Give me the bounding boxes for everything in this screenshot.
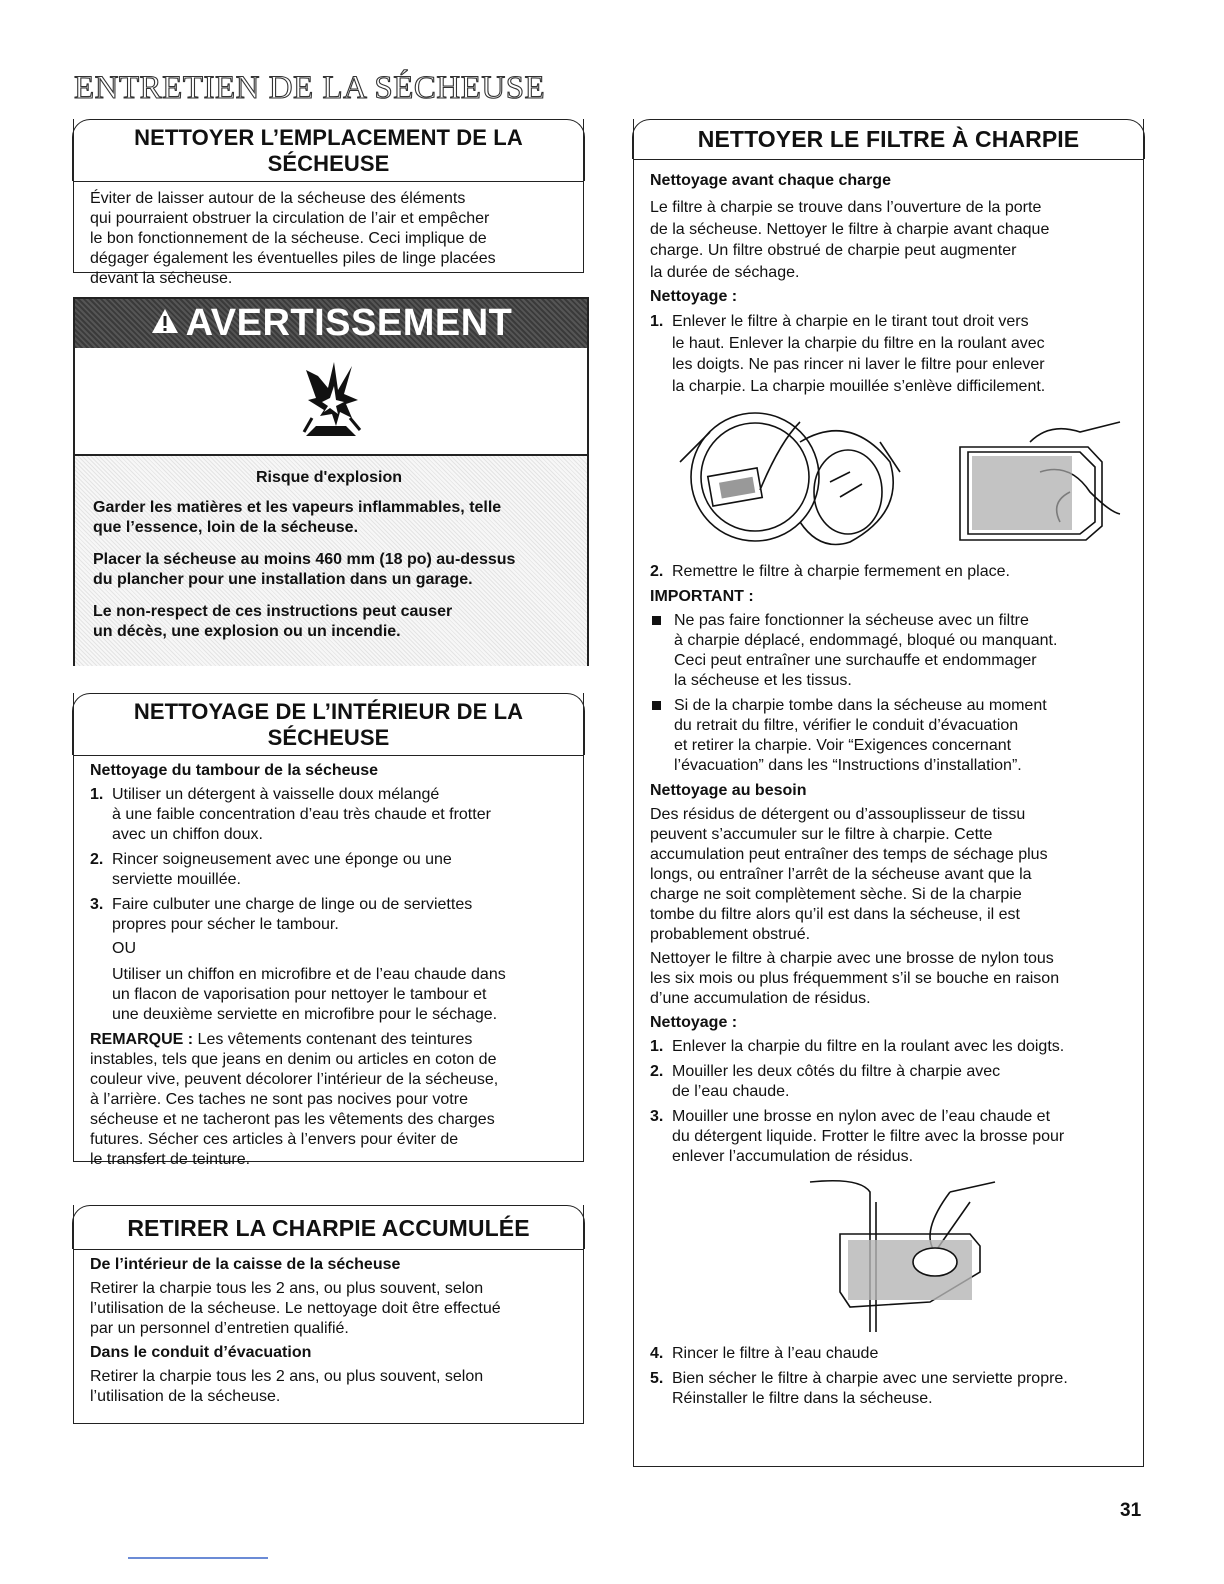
step-number: 3. [650, 1108, 664, 1125]
text-line: Réinstaller le filtre dans la sécheuse. [672, 1390, 933, 1407]
paragraph [650, 805, 1127, 945]
filter-removal-illustration [650, 402, 1127, 560]
text-line: le transfert de teinture. [90, 1151, 251, 1168]
text-line: Mouiller une brosse en nylon avec de l’eau chaude et [672, 1108, 1051, 1125]
text-line: accumulation peut entraîner des temps de séchage plus [650, 846, 1048, 863]
section-body [74, 181, 583, 299]
list-item [650, 611, 1127, 691]
text-line: peuvent s’accumuler sur le filtre à charpie. Cette [650, 826, 993, 843]
text-line: futures. Sécher ces articles à l’envers pour éviter de [90, 1131, 459, 1148]
section-heading: NETTOYAGE DE L’INTÉRIEUR DE LA SÉCHEUSE [72, 693, 584, 755]
text-line: à une faible concentration d’eau très chaude et frotter [112, 806, 491, 823]
text-line: l’utilisation de la sécheuse. Le nettoyage doit être effectué [90, 1300, 501, 1317]
list-item [90, 850, 569, 890]
filter-brush-drawing [650, 1172, 1130, 1342]
bullet-list [650, 611, 1127, 776]
page-title: ENTRETIEN DE LA SÉCHEUSE [74, 70, 546, 106]
step-number: 1. [90, 786, 104, 803]
text-line: longs, ou entraîner l’arrêt de la sécheuse avant que la [650, 866, 1032, 883]
text-line: le bon fonctionnement de la sécheuse. Ceci implique de [90, 230, 487, 247]
warning-header [75, 299, 587, 348]
step-number: 2. [90, 851, 104, 868]
list-item [650, 311, 1127, 397]
text-line: Utiliser un chiffon en microfibre et de l’eau chaude dans [112, 966, 506, 983]
warning-triangle-icon [150, 302, 180, 345]
text-line: Ne pas faire fonctionner la sécheuse avec un filtre [674, 612, 1029, 629]
text-line: Remettre le filtre à charpie fermement en place. [672, 563, 1010, 580]
text-line: à l’arrière. Ces taches ne sont pas nocives pour votre [90, 1091, 468, 1108]
step-number: 2. [650, 1063, 664, 1080]
list-item [650, 1062, 1127, 1102]
text-line: d’une accumulation de résidus. [650, 990, 871, 1007]
text-line: que l’essence, loin de la sécheuse. [93, 519, 359, 536]
text-line: par un personnel d’entretien qualifié. [90, 1320, 349, 1337]
bullet-square-icon [652, 616, 661, 625]
text-line: et retirer la charpie. Voir “Exigences concernant [674, 737, 1012, 754]
text-line: Bien sécher le filtre à charpie avec une serviette propre. [672, 1370, 1068, 1387]
text-line: Le non-respect de ces instructions peut causer [93, 603, 453, 620]
text-line: Les vêtements contenant des teintures [193, 1031, 473, 1048]
subheading: Nettoyage : [650, 288, 738, 305]
text-line: un décès, une explosion ou un incendie. [93, 623, 401, 640]
text-line: Éviter de laisser autour de la sécheuse des éléments [90, 190, 466, 207]
subheading: Nettoyage avant chaque charge [650, 172, 891, 189]
steps-list [650, 1344, 1127, 1409]
footer-divider [128, 1557, 268, 1559]
list-item [650, 1344, 1127, 1364]
text-line: la charpie. La charpie mouillée s’enlève difficilement. [672, 377, 1046, 395]
ou-label: OU [112, 940, 136, 957]
text-line: Le filtre à charpie se trouve dans l’ouverture de la porte [650, 199, 1042, 216]
subheading: IMPORTANT : [650, 588, 754, 605]
list-item [650, 1369, 1127, 1409]
warning-paragraph [93, 498, 565, 538]
subheading: Nettoyage du tambour de la sécheuse [90, 762, 379, 779]
paragraph [650, 197, 1127, 283]
steps-list [650, 311, 1127, 397]
subheading: De l’intérieur de la caisse de la sécheuse [90, 1256, 401, 1273]
text-line: l’utilisation de la sécheuse. [90, 1388, 281, 1405]
risk-label: Risque d'explosion [255, 469, 403, 486]
text-line: charge. Un filtre obstrué de charpie peut augmenter [650, 242, 1017, 259]
text-line: Mouiller les deux côtés du filtre à charpie avec [672, 1063, 1001, 1080]
text-line: Enlever le filtre à charpie en le tirant tout droit vers [672, 313, 1029, 330]
text-line: Ceci peut entraîner une surchauffe et endommager [674, 652, 1037, 669]
text-line: le haut. Enlever la charpie du filtre en la roulant avec [672, 334, 1045, 352]
step-number: 1. [650, 1038, 664, 1055]
section-filtre [633, 119, 1144, 1467]
step-number: 2. [650, 563, 664, 580]
text-line: Retirer la charpie tous les 2 ans, ou plus souvent, selon [90, 1280, 484, 1297]
text-line: couleur vive, peuvent décolorer l’intérieur de la sécheuse, [90, 1071, 499, 1088]
list-item [90, 895, 569, 1025]
page-number: 31 [1120, 1500, 1142, 1521]
text-line: charge ne soit complètement sèche. Si de la charpie [650, 886, 1022, 903]
step-number: 4. [650, 1345, 664, 1362]
explosion-icon [286, 356, 376, 446]
text-line: instables, tels que jeans en denim ou articles en coton de [90, 1051, 497, 1068]
steps-list [650, 562, 1127, 582]
text-line: du détergent liquide. Frotter le filtre avec la brosse pour [672, 1128, 1065, 1145]
text-line: avec un chiffon doux. [112, 826, 263, 843]
step-number: 1. [650, 313, 664, 330]
text-line: Enlever la charpie du filtre en la roulant avec les doigts. [672, 1038, 1065, 1055]
section-body [634, 159, 1143, 1409]
section-interieur [73, 693, 584, 1168]
warning-paragraph [93, 550, 565, 590]
text-line: du retrait du filtre, vérifier le conduit d’évacuation [674, 717, 1019, 734]
paragraph [90, 1279, 569, 1339]
text-line: Rincer soigneusement avec une éponge ou une [112, 851, 452, 868]
list-item [650, 696, 1127, 776]
text-line: une deuxième serviette en microfibre pour le séchage. [112, 1006, 498, 1023]
text-line: les doigts. Ne pas rincer ni laver le filtre pour enlever [672, 356, 1045, 373]
explosion-icon-area [75, 348, 587, 456]
text-line: la durée de séchage. [650, 263, 800, 281]
text-line: sécheuse et ne tacheront pas les vêtements des charges [90, 1111, 495, 1128]
text-line: les six mois ou plus fréquemment s’il se bouche en raison [650, 970, 1060, 987]
remarque-label: REMARQUE : [90, 1031, 194, 1048]
list-item [90, 785, 569, 845]
text-line: Garder les matières et les vapeurs inflammables, telle [93, 499, 502, 516]
text-line: Faire culbuter une charge de linge ou de serviettes [112, 896, 473, 913]
text-line: probablement obstrué. [650, 926, 811, 943]
section-heading: NETTOYER LE FILTRE À CHARPIE [632, 119, 1144, 159]
text-line: Si de la charpie tombe dans la sécheuse au moment [674, 697, 1047, 714]
text-line: enlever l’accumulation de résidus. [672, 1148, 914, 1165]
remarque [90, 1030, 569, 1170]
list-item [650, 1037, 1127, 1057]
text-line: propres pour sécher le tambour. [112, 916, 339, 933]
warning-text [75, 456, 587, 666]
paragraph [650, 949, 1127, 1009]
text-line: qui pourraient obstruer la circulation de l’air et empêcher [90, 210, 490, 227]
section-emplacement [73, 119, 584, 287]
text-line: Rincer le filtre à l’eau chaude [672, 1345, 879, 1362]
list-item [650, 1107, 1127, 1167]
warning-title: AVERTISSEMENT [185, 302, 513, 344]
text-line: dégager également les éventuelles piles de linge placées [90, 250, 496, 267]
text-line: Retirer la charpie tous les 2 ans, ou plus souvent, selon [90, 1368, 484, 1385]
section-body [74, 755, 583, 1180]
text-line: serviette mouillée. [112, 871, 241, 888]
steps-list [650, 1037, 1127, 1167]
text-line: Placer la sécheuse au moins 460 mm (18 po) au-dessus [93, 551, 516, 568]
step-number: 5. [650, 1370, 664, 1387]
subheading: Nettoyage : [650, 1014, 738, 1031]
list-item [650, 562, 1127, 582]
filter-brush-illustration [650, 1172, 1127, 1342]
text-line: de l’eau chaude. [672, 1083, 790, 1100]
section-charpie-accumulee [73, 1205, 584, 1424]
section-heading: NETTOYER L’EMPLACEMENT DE LA SÉCHEUSE [72, 119, 584, 181]
bullet-square-icon [652, 701, 661, 710]
text-line: la sécheuse et les tissus. [674, 672, 852, 689]
subheading: Nettoyage au besoin [650, 782, 807, 799]
text-line: tombe du filtre alors qu’il est dans la sécheuse, il est [650, 906, 1020, 923]
warning-box [73, 297, 589, 666]
text-line: Utiliser un détergent à vaisselle doux mélangé [112, 786, 440, 803]
text-line: un flacon de vaporisation pour nettoyer le tambour et [112, 986, 487, 1003]
section-body [74, 1249, 583, 1421]
text-line: à charpie déplacé, endommagé, bloqué ou manquant. [674, 632, 1058, 649]
text-line: de la sécheuse. Nettoyer le filtre à charpie avant chaque [650, 220, 1050, 238]
steps-list [90, 785, 569, 1025]
dryer-filter-drawing [650, 402, 1130, 560]
section-heading: RETIRER LA CHARPIE ACCUMULÉE [72, 1205, 584, 1249]
warning-paragraph [93, 602, 565, 642]
step-number: 3. [90, 896, 104, 913]
paragraph [90, 1367, 569, 1407]
text-line: Nettoyer le filtre à charpie avec une brosse de nylon tous [650, 950, 1054, 967]
subheading: Dans le conduit d’évacuation [90, 1344, 312, 1361]
text-line: l’évacuation” dans les “Instructions d’installation”. [674, 757, 1022, 774]
text-line: du plancher pour une installation dans un garage. [93, 571, 473, 588]
text-line: Des résidus de détergent ou d’assouplisseur de tissu [650, 806, 1026, 823]
text-line: devant la sécheuse. [90, 270, 233, 287]
